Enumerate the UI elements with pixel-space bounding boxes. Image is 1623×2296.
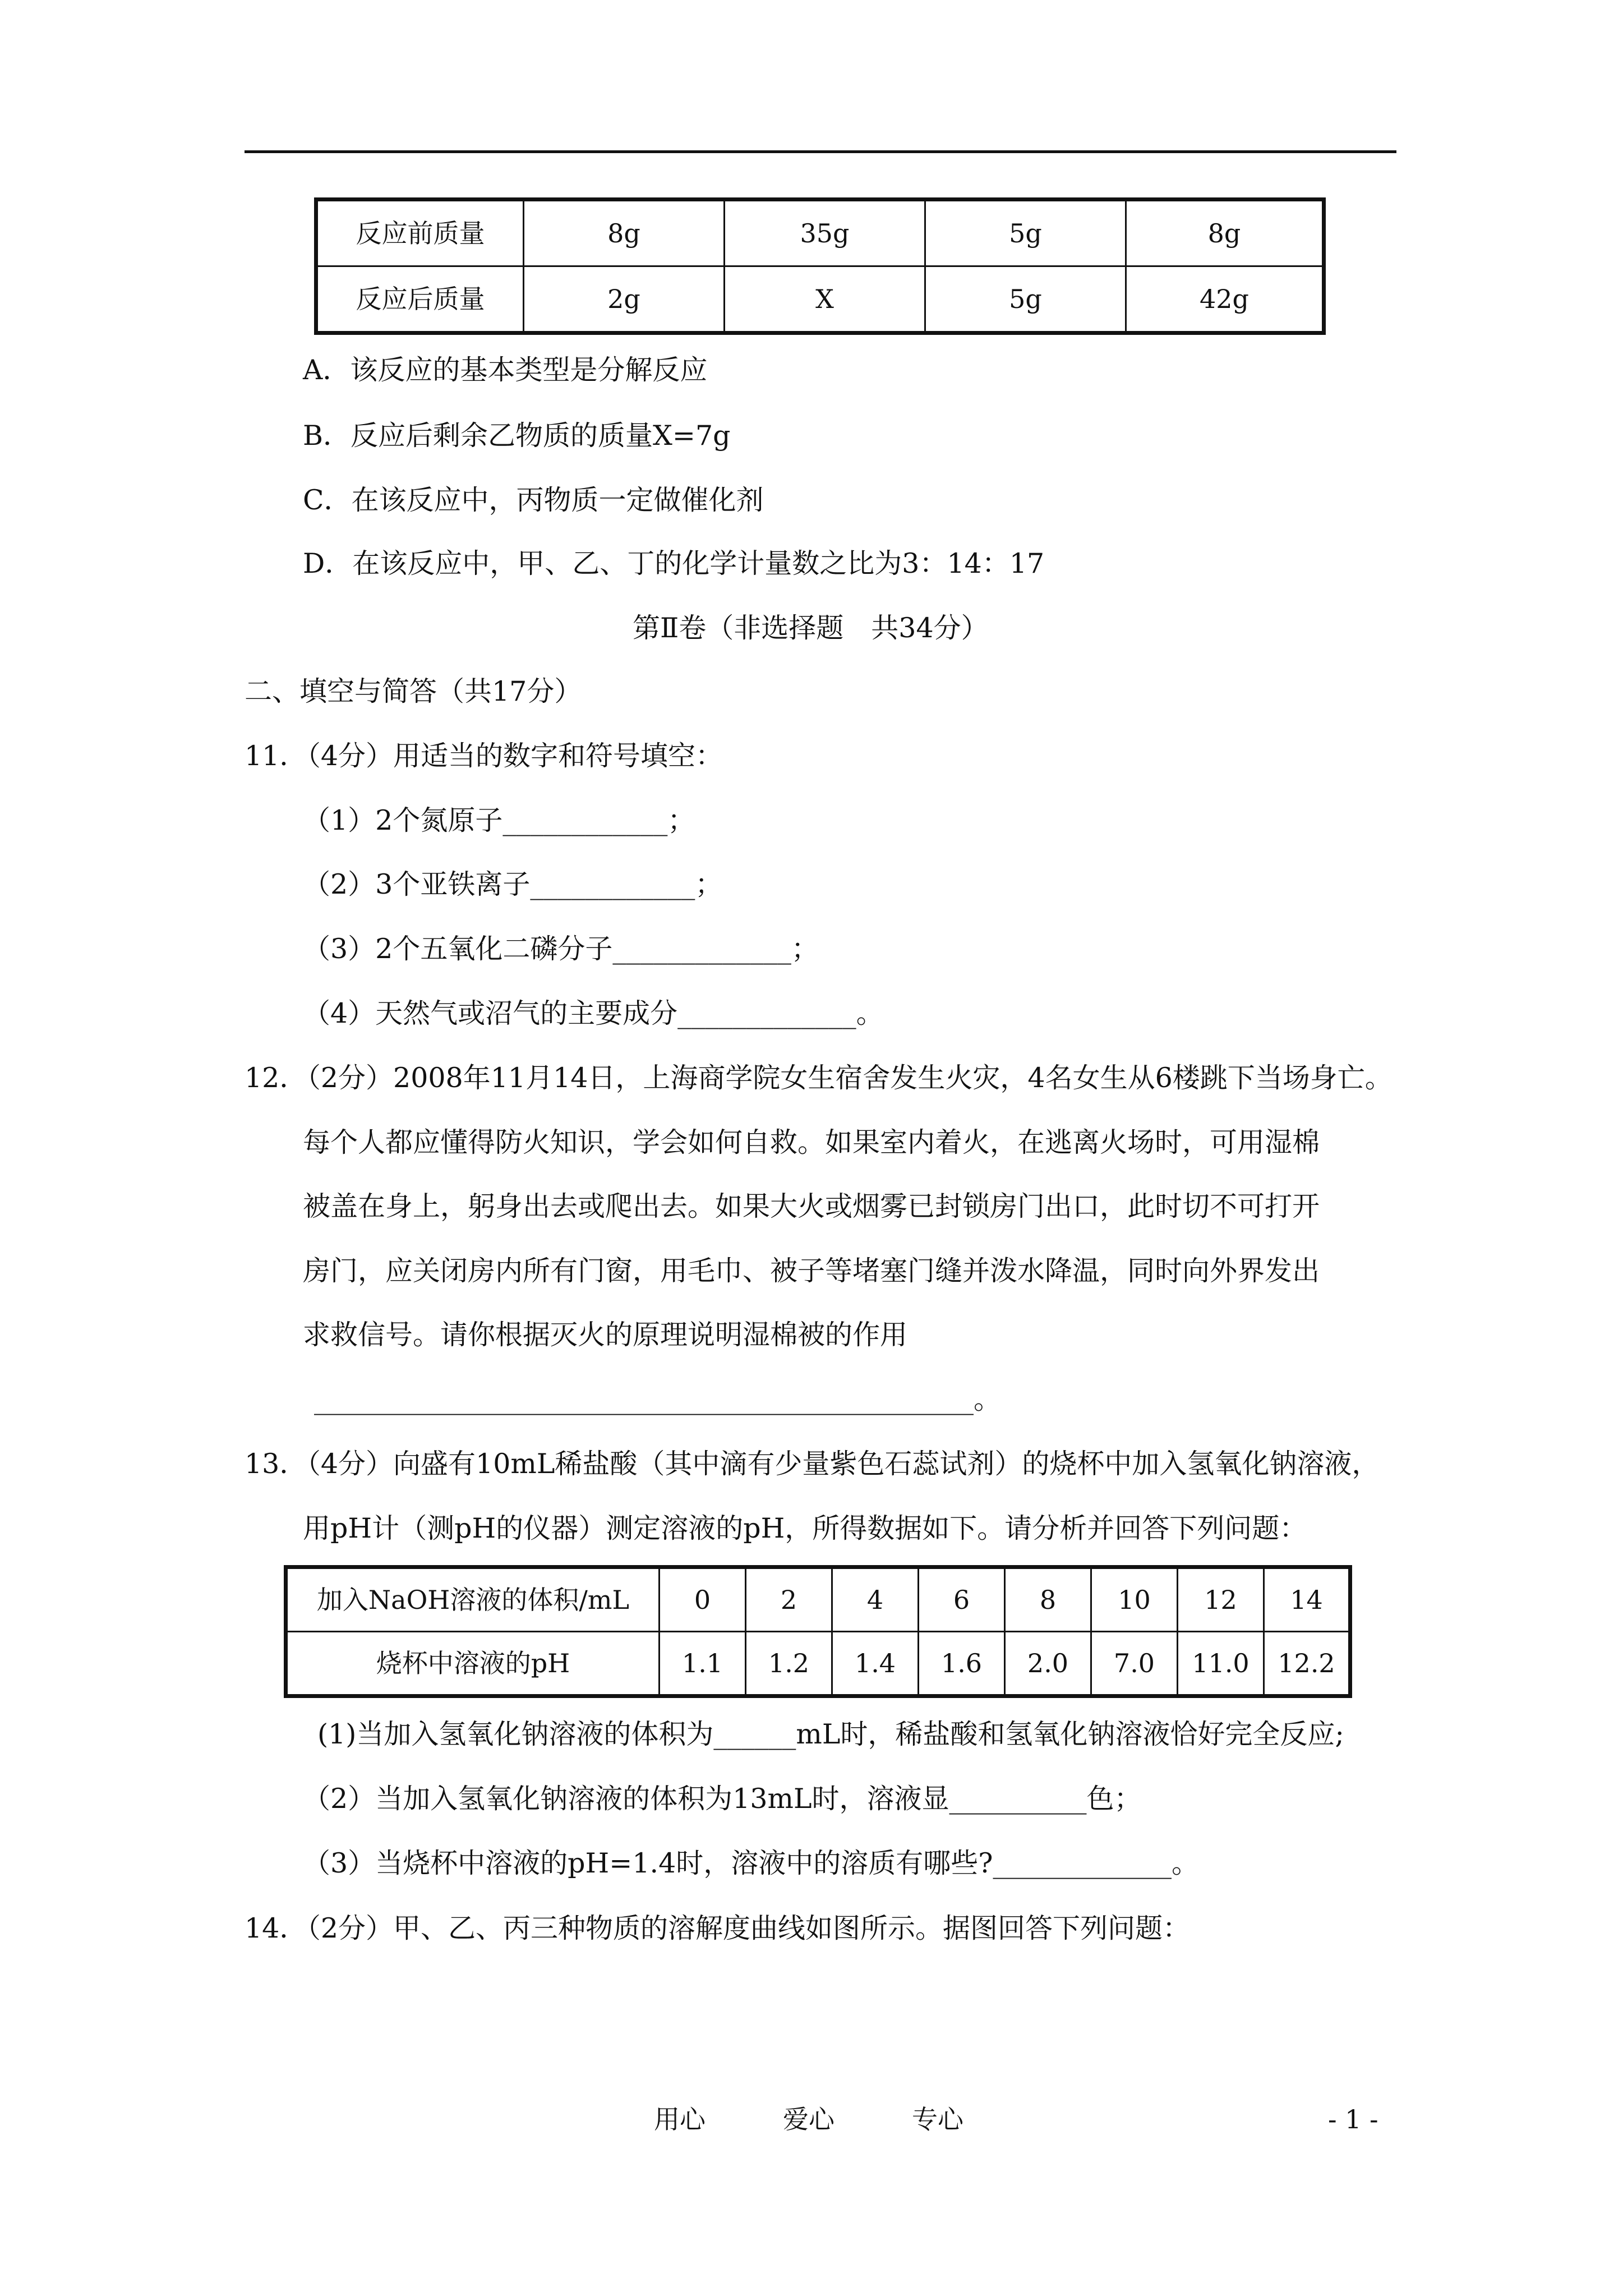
section-title: 第Ⅱ卷（非选择题 共34分） — [633, 612, 989, 644]
table-cell: 1.4 — [832, 1632, 919, 1696]
q11-item-2: （2）3个亚铁离子____________； — [303, 868, 723, 900]
table-cell: 1.2 — [746, 1632, 832, 1696]
table-cell: X — [725, 266, 925, 333]
table-cell: 14 — [1264, 1567, 1350, 1632]
table-cell: 8g — [524, 200, 725, 266]
footer-motto: 用心 爱心 专心 — [654, 2104, 963, 2134]
header-rule — [245, 150, 1396, 153]
q12-line: 被盖在身上，躬身出去或爬出去。如果大火或烟雾已封锁房门出口，此时切不可打开 — [303, 1190, 1320, 1222]
q13-item-2: （2）当加入氢氧化钠溶液的体积为13mL时，溶液显__________色； — [303, 1783, 1142, 1815]
table-cell: 5g — [925, 200, 1126, 266]
table-cell: 4 — [832, 1567, 919, 1632]
row-label: 反应前质量 — [316, 200, 524, 266]
table-row — [316, 200, 1324, 266]
row-label: 反应后质量 — [316, 266, 524, 333]
q12-answer-blank: ________________________________________________。 — [314, 1383, 1001, 1415]
table-cell: 6 — [919, 1567, 1005, 1632]
table-cell: 10 — [1091, 1567, 1178, 1632]
table-cell: 11.0 — [1178, 1632, 1264, 1696]
q12-first-line: 12．（2分）2008年11月14日，上海商学院女生宿舍发生火灾，4名女生从6楼跳下当场身亡。 — [245, 1062, 1393, 1094]
table-row — [286, 1632, 1350, 1696]
option-a: A．该反应的基本类型是分解反应 — [303, 354, 708, 386]
table-cell: 8 — [1005, 1567, 1091, 1632]
part-heading: 二、填空与简答（共17分） — [245, 675, 582, 707]
row-label: 加入NaOH溶液的体积/mL — [286, 1567, 660, 1632]
table-cell: 1.1 — [660, 1632, 746, 1696]
table-row — [286, 1567, 1350, 1632]
table-cell: 12 — [1178, 1567, 1264, 1632]
table-cell: 2.0 — [1005, 1632, 1091, 1696]
table-row — [316, 266, 1324, 333]
option-d: D．在该反应中，甲、乙、丁的化学计量数之比为3：14：17 — [303, 547, 1045, 579]
table-cell: 8g — [1126, 200, 1324, 266]
option-c: C．在该反应中，丙物质一定做催化剂 — [303, 484, 764, 516]
q12-line: 求救信号。请你根据灭火的原理说明湿棉被的作用 — [303, 1319, 908, 1351]
table-cell: 35g — [725, 200, 925, 266]
q13-second-line: 用pH计（测pH的仪器）测定溶液的pH，所得数据如下。请分析并回答下列问题： — [303, 1512, 1307, 1544]
page-number: - 1 - — [1328, 2104, 1378, 2134]
q12-line: 房门，应关闭房内所有门窗，用毛巾、被子等堵塞门缝并泼水降温，同时向外界发出 — [303, 1255, 1320, 1287]
q11-item-3: （3）2个五氧化二磷分子_____________； — [303, 933, 819, 965]
q11-item-4: （4）天然气或沼气的主要成分_____________。 — [303, 997, 884, 1029]
q13-item-1: (1)当加入氢氧化钠溶液的体积为______mL时，稀盐酸和氢氧化钠溶液恰好完全反应; — [317, 1718, 1344, 1750]
q11-item-1: （1）2个氮原子____________； — [303, 804, 695, 836]
ph-table — [284, 1565, 1352, 1698]
q11-stem: 11．（4分）用适当的数字和符号填空： — [245, 740, 723, 772]
row-label: 烧杯中溶液的pH — [286, 1632, 660, 1696]
q12-line: 每个人都应懂得防火知识，学会如何自救。如果室内着火，在逃离火场时，可用湿棉 — [303, 1126, 1320, 1158]
table-cell: 1.6 — [919, 1632, 1005, 1696]
table-cell: 12.2 — [1264, 1632, 1350, 1696]
q13-item-3: （3）当烧杯中溶液的pH=1.4时，溶液中的溶质有哪些?_____________。 — [303, 1847, 1200, 1879]
table-cell: 5g — [925, 266, 1126, 333]
table-cell: 0 — [660, 1567, 746, 1632]
mass-table — [314, 197, 1326, 335]
table-cell: 2g — [524, 266, 725, 333]
table-cell: 42g — [1126, 266, 1324, 333]
q14-stem: 14．（2分）甲、乙、丙三种物质的溶解度曲线如图所示。据图回答下列问题： — [245, 1912, 1191, 1944]
q13-first-line: 13．（4分）向盛有10mL稀盐酸（其中滴有少量紫色石蕊试剂）的烧杯中加入氢氧化钠溶液， — [245, 1448, 1380, 1480]
option-b: B．反应后剩余乙物质的质量X=7g — [303, 420, 731, 452]
table-cell: 7.0 — [1091, 1632, 1178, 1696]
table-cell: 2 — [746, 1567, 832, 1632]
